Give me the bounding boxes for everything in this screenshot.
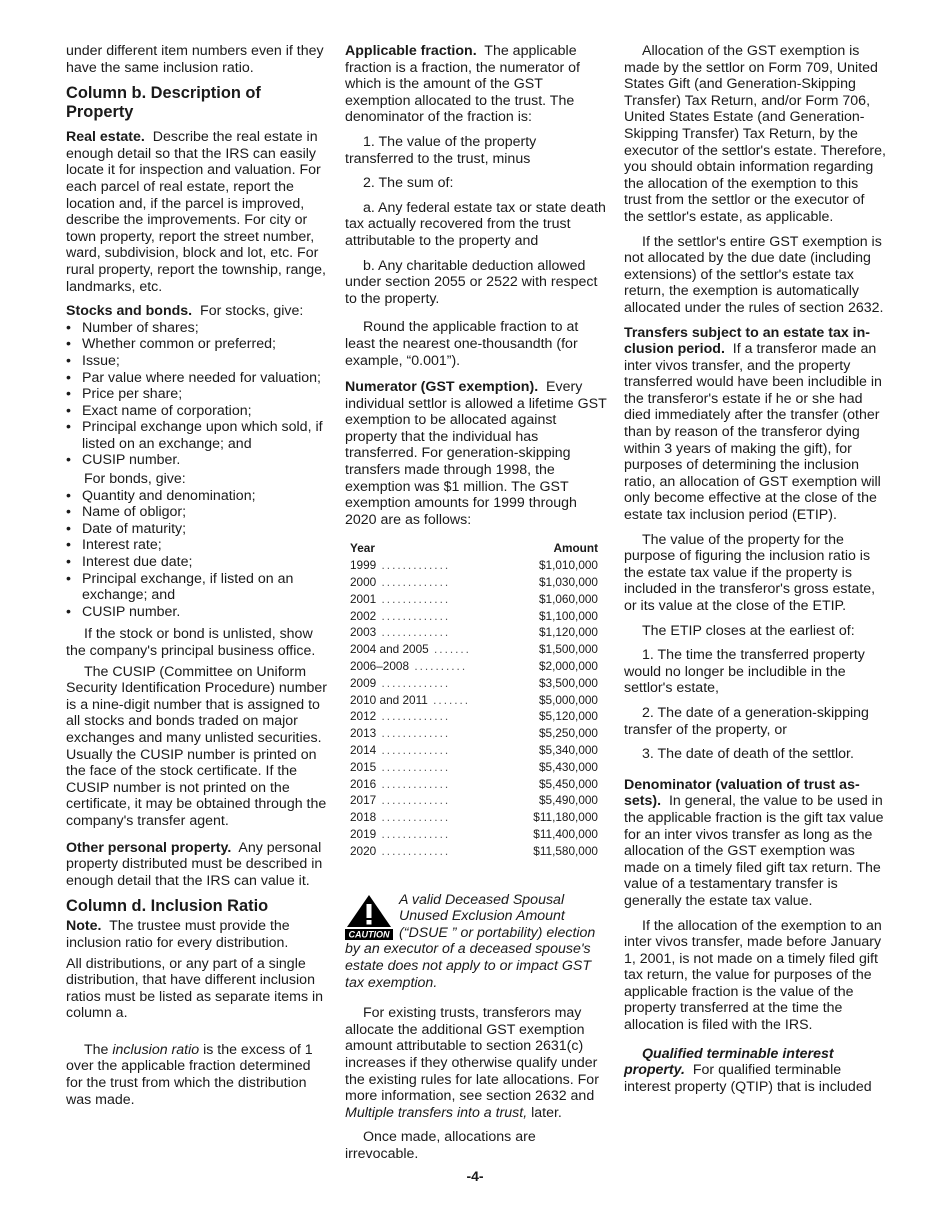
- cell-amount: $5,450,000: [538, 776, 598, 791]
- list-item: • Issue;: [66, 353, 328, 370]
- year-value: 2012: [350, 709, 377, 724]
- cell-amount: $2,000,000: [538, 659, 598, 674]
- exemption-amount-table: [350, 540, 598, 859]
- year-value: 2006–2008: [350, 659, 410, 674]
- lead-note: Note.: [66, 918, 102, 935]
- year-value: 2016: [350, 776, 377, 791]
- table-row: [350, 675, 598, 692]
- leader-dots: ..........: [409, 659, 468, 674]
- text-qtip: For qualified terminable interest property (QTIP) that is included: [624, 1062, 872, 1095]
- column-middle: [345, 43, 607, 1170]
- list-item: • Date of maturity;: [66, 521, 328, 538]
- text-etip: If a transferor made an inter vivos transfer, and the property transferred would have been includible in the transferor's estate if he or she had died immediately after the transfer (other than by reason of the transferor dying within 3 years of making the gift), for purposes of determining the inclusion ratio, an allocation of GST exemption will only become effective at the close of the estate tax inclusion period (ETIP).: [624, 341, 882, 524]
- leader-dots: .............: [376, 726, 451, 741]
- header-year: Year: [350, 541, 375, 556]
- text-numerator: Every individual settlor is allowed a lifetime GST exemption to be allocated against property that the individual has transferred. For generation-skipping transfers made through 1998, the exemption was $1 million. The GST exemption amounts for 1999 through 2020 are as follows:: [345, 379, 607, 528]
- paragraph-not-allocated: If the settlor's entire GST exemption is not allocated by the due date (including extensions) of the settlor's estate tax return, the exemption is automatically allocated under the rules of section 2632.: [624, 233, 884, 316]
- text-denominator: In general, the value to be used in the applicable fraction is the gift tax value for an inter vivos transfer as long as the allocation of the GST exemption was made on a timely filed gift tax return. The value of a testamentary transfer is generally the estate tax value.: [624, 793, 884, 909]
- paragraph-value: The value of the property for the purpose of figuring the inclusion ratio is the estate tax value if the property is included in the transferor's gross estate, or its value at the close of the ETIP.: [624, 531, 876, 614]
- lead-denominator: Denominator (valuation of trust as-sets).: [624, 776, 860, 810]
- table-body: [350, 557, 598, 859]
- list-item: • Name of obligor;: [66, 504, 328, 521]
- paragraph-other-property: [66, 840, 328, 890]
- table-row: [350, 608, 598, 625]
- year-value: 2013: [350, 726, 377, 741]
- text-fragment: is the excess of 1 over the applicable fraction determined for the trust from which the distribution was made.: [66, 1041, 313, 1108]
- cell-amount: $1,060,000: [538, 591, 598, 606]
- paragraph-applicable-fraction: [345, 43, 607, 126]
- cell-year: [350, 641, 512, 658]
- list-item-2: 2. The sum of:: [363, 175, 454, 192]
- table-row: [350, 708, 598, 725]
- table-row: [350, 826, 598, 843]
- table-row: [350, 641, 598, 658]
- paragraph-stocks: [66, 303, 328, 320]
- caution-icon: [345, 894, 393, 940]
- lead-qtip: Qualified terminable interest property.: [624, 1045, 834, 1079]
- text-real-estate: Describe the real estate in enough detail so that the IRS can easily locate it for inspection and valuation. For each parcel of real estate, report the location and, if the parcel is improved, describe the improvements. For city or town property, report the street number, ward, subdivision, block and lot, etc. For rural property, report the township, range, landmarks, etc.: [66, 129, 326, 295]
- year-value: 2017: [350, 793, 377, 808]
- cell-amount: $5,120,000: [538, 709, 598, 724]
- leader-dots: .............: [376, 843, 451, 858]
- year-value: 2009: [350, 675, 377, 690]
- cell-amount: $5,340,000: [538, 743, 598, 757]
- table-row: [350, 809, 598, 826]
- leader-dots: .............: [376, 709, 451, 724]
- cell-year: [350, 591, 512, 608]
- paragraph-etip: [624, 325, 886, 524]
- table-row: [350, 792, 598, 809]
- year-value: 2015: [350, 759, 377, 774]
- year-value: 2018: [350, 810, 377, 825]
- cell-amount: $5,000,000: [538, 692, 598, 707]
- header-amount: Amount: [553, 541, 598, 556]
- paragraph-numerator: [345, 379, 607, 528]
- list-item: • Interest due date;: [66, 554, 328, 571]
- lead-stocks-bonds: Stocks and bonds.: [66, 303, 193, 320]
- cell-year: [350, 759, 512, 776]
- table-row: [350, 692, 598, 709]
- year-value: 2000: [350, 575, 377, 590]
- leader-dots: .............: [376, 810, 451, 825]
- cell-amount: $1,030,000: [538, 575, 598, 590]
- cell-amount: $11,180,000: [533, 810, 598, 825]
- paragraph-irrevocable: Once made, allocations are irrevocable.: [345, 1129, 536, 1162]
- year-value: 2004 and 2005: [350, 642, 429, 657]
- cell-year: [350, 725, 512, 742]
- paragraph-qtip: [624, 1046, 886, 1096]
- year-value: 2020: [350, 843, 377, 858]
- lead-etip: Transfers subject to an estate tax in-clusion period.: [624, 324, 870, 358]
- table-row: [350, 624, 598, 641]
- text-fragment: later.: [527, 1104, 562, 1121]
- cell-year: [350, 574, 512, 591]
- list-item: • CUSIP number.: [66, 604, 328, 621]
- list-item-1: 1. The value of the property transferred to the trust, minus: [345, 133, 537, 167]
- page-number: -4-: [466, 1168, 484, 1184]
- cell-year: [350, 608, 512, 625]
- cell-amount: $1,120,000: [538, 625, 598, 640]
- paragraph-real-estate: [66, 129, 328, 295]
- text-applicable-fraction: The applicable fraction is a fraction, the numerator of which is the amount of the GST exemption allocated to the trust. The denominator of the fraction is:: [345, 43, 580, 126]
- cell-year: [350, 708, 512, 725]
- table-row: [350, 658, 598, 675]
- table-row: [350, 843, 598, 860]
- lead-real-estate: Real estate.: [66, 129, 145, 146]
- paragraph-allocation: Allocation of the GST exemption is made by the settlor on Form 709, United States Gift (and Generation-Skipping Transfer) Tax Return, and/or Form 706, United States Estate (and Generation-Skipping Transfer) Tax Return, by the executor of the settlor's estate. Therefore, you should obtain information regarding the allocation of the exemption to this trust from the settlor or the executor of the settlor's estate, as applicable.: [624, 43, 886, 225]
- leader-dots: .............: [376, 793, 451, 808]
- text-fragment: For existing trusts, transferors may allocate the additional GST exemption amount attributable to section 2631(c) increases if they otherwise qualify under the existing rules for late allocations. For more information, see section 2632 and: [345, 1005, 599, 1105]
- text-note: The trustee must provide the inclusion ratio for every distribution.: [66, 918, 290, 951]
- list-item-a: a. Any federal estate tax or state death tax actually recovered from the trust attributable to the property and: [345, 199, 606, 249]
- paragraph-round: Round the applicable fraction to at least the nearest one-thousandth (for example, “0.001”).: [345, 319, 579, 369]
- column-right: [624, 43, 886, 1103]
- leader-dots: .......: [427, 692, 471, 707]
- cell-amount: $1,500,000: [538, 642, 598, 657]
- year-value: 2010 and 2011: [350, 692, 428, 707]
- table-row: [350, 725, 598, 742]
- cell-year: [350, 658, 512, 675]
- leader-dots: .............: [376, 743, 451, 757]
- bonds-intro: For bonds, give:: [84, 471, 186, 488]
- text-other-property: Any personal property distributed must be described in enough detail that the IRS can value it.: [66, 839, 323, 889]
- cell-amount: $1,100,000: [538, 608, 598, 623]
- cell-year: [350, 624, 512, 641]
- cell-year: [350, 557, 512, 574]
- paragraph-denominator: [624, 777, 886, 910]
- year-value: 2003: [350, 625, 377, 640]
- paragraph-inclusion-ratio: [66, 1042, 328, 1108]
- year-value: 2002: [350, 608, 377, 623]
- paragraph-note: [66, 918, 328, 951]
- list-item: • Number of shares;: [66, 320, 328, 337]
- leader-dots: .............: [376, 558, 451, 573]
- heading-column-d: Column d. Inclusion Ratio: [66, 897, 269, 916]
- stock-list: [66, 320, 328, 469]
- leader-dots: .............: [376, 759, 451, 774]
- list-item: • CUSIP number.: [66, 452, 328, 469]
- cell-amount: $11,400,000: [533, 826, 598, 841]
- list-item-3: 3. The date of death of the settlor.: [642, 746, 854, 763]
- list-item-2: 2. The date of a generation-skipping transfer of the property, or: [624, 704, 869, 738]
- list-item: • Principal exchange, if listed on an exchange; and: [66, 571, 328, 604]
- year-value: 1999: [350, 558, 377, 573]
- paragraph-existing-trusts: [345, 1005, 607, 1121]
- year-value: 2001: [350, 591, 377, 606]
- cell-year: [350, 843, 512, 860]
- leader-dots: .............: [376, 675, 451, 690]
- cell-amount: $5,490,000: [538, 793, 598, 808]
- heading-column-b: Column b. Description of Property: [66, 84, 261, 122]
- cell-year: [350, 776, 512, 793]
- leader-dots: .............: [376, 575, 451, 590]
- cell-amount: $3,500,000: [538, 675, 598, 690]
- year-value: 2019: [350, 826, 377, 841]
- table-row: [350, 557, 598, 574]
- paragraph: under different item numbers even if they have the same inclusion ratio.: [66, 43, 324, 76]
- paragraph-unlisted: If the stock or bond is unlisted, show the company's principal business office.: [66, 626, 316, 659]
- paragraph-etip-closes: The ETIP closes at the earliest of:: [642, 622, 855, 639]
- leader-dots: .............: [376, 591, 451, 606]
- text-stocks: For stocks, give:: [200, 303, 304, 320]
- leader-dots: .............: [376, 776, 451, 791]
- table-row: [350, 574, 598, 591]
- cell-year: [350, 792, 512, 809]
- table-header-row: [350, 540, 598, 557]
- paragraph-late-allocation: If the allocation of the exemption to an inter vivos transfer, made before January 1, 2001, is not made on a timely filed gift tax return, the value for purposes of the applicable fraction is the value of the property transferred at the time the allocation is filed with the IRS.: [624, 917, 882, 1034]
- list-item: • Whether common or preferred;: [66, 336, 328, 353]
- bond-list: [66, 488, 328, 621]
- cell-year: [350, 675, 512, 692]
- list-item: • Price per share;: [66, 386, 328, 403]
- year-value: 2014: [350, 743, 377, 757]
- leader-dots: .......: [428, 642, 471, 657]
- leader-dots: .............: [376, 625, 451, 640]
- table-row: [350, 742, 598, 759]
- paragraph-all-distributions: All distributions, or any part of a single distribution, that have different inclusion ratios must be listed as separate items in column a.: [66, 955, 324, 1022]
- term-inclusion-ratio: inclusion ratio: [112, 1041, 200, 1058]
- list-item: • Quantity and denomination;: [66, 488, 328, 505]
- leader-dots: .............: [376, 826, 451, 841]
- leader-dots: .............: [376, 608, 451, 623]
- cell-year: [350, 809, 512, 826]
- list-item: • Exact name of corporation;: [66, 403, 328, 420]
- list-item: • Par value where needed for valuation;: [66, 370, 328, 387]
- caution-label: CAUTION: [348, 929, 390, 940]
- cell-year: [350, 826, 512, 843]
- text-fragment: The: [84, 1041, 113, 1058]
- lead-other-property: Other personal property.: [66, 839, 232, 856]
- cell-amount: $11,580,000: [533, 843, 598, 858]
- column-left: [66, 43, 328, 1116]
- list-item: • Interest rate;: [66, 537, 328, 554]
- table-row: [350, 776, 598, 793]
- list-item: • Principal exchange upon which sold, if listed on an exchange; and: [66, 419, 328, 452]
- table-row: [350, 591, 598, 608]
- reference-multiple-transfers: Multiple transfers into a trust,: [345, 1104, 528, 1121]
- cell-year: [350, 742, 512, 759]
- caution-text: A valid Deceased Spousal Unused Exclusion Amount (“DSUE ” or portability) election by an executor of a deceased spouse's estate does not apply to or impact GST tax exemption.: [345, 891, 596, 991]
- lead-applicable-fraction: Applicable fraction.: [345, 43, 477, 59]
- cell-year: [350, 692, 512, 709]
- paragraph-cusip: The CUSIP (Committee on Uniform Security Identification Procedure) number is a nine-digit number that is assigned to all stocks and bonds traded on major exchanges and many unlisted securities. Usually the CUSIP number is printed on the face of the stock certificate. If the CUSIP number is not printed on the certificate, it may be obtained through the company's transfer agent.: [66, 663, 328, 829]
- lead-numerator: Numerator (GST exemption).: [345, 379, 539, 396]
- caution-note: [345, 892, 607, 992]
- table-row: [350, 759, 598, 776]
- cell-amount: $5,250,000: [538, 726, 598, 741]
- cell-amount: $5,430,000: [538, 759, 598, 774]
- cell-amount: $1,010,000: [538, 558, 598, 573]
- list-item-b: b. Any charitable deduction allowed under section 2055 or 2522 with respect to the property.: [345, 257, 598, 307]
- list-item-1: 1. The time the transferred property would no longer be includible in the settlor's estate,: [624, 647, 865, 697]
